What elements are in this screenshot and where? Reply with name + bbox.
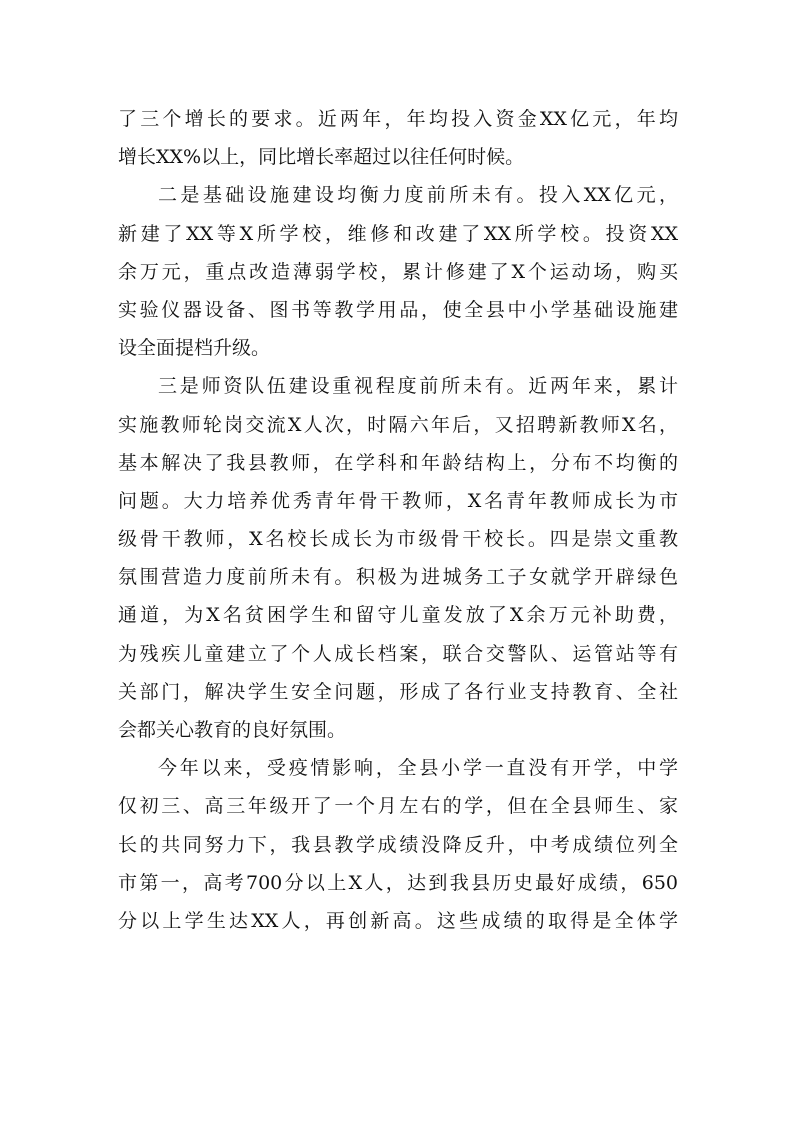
text-line: 通道，为X名贫困学生和留守儿童发放了X余万元补助费，	[118, 604, 678, 627]
text-line: 分以上学生达XX人，再创新高。这些成绩的取得是全体学	[118, 909, 678, 932]
document-body	[118, 100, 678, 940]
text-line: 实施教师轮岗交流X人次，时隔六年后，又招聘新教师X名，	[118, 413, 678, 436]
text-line: 仅初三、高三年级开了一个月左右的学，但在全县师生、家	[118, 795, 678, 818]
text-line: 了三个增长的要求。近两年，年均投入资金XX亿元，年均	[118, 108, 678, 130]
text-line: 级骨干教师，X名校长成长为市级骨干校长。四是崇文重教	[118, 528, 678, 551]
text-line: 基本解决了我县教师，在学科和年龄结构上，分布不均衡的	[118, 451, 678, 474]
text-line: 增长XX%以上，同比增长率超过以往任何时候。	[118, 146, 525, 169]
text-line: 三是师资队伍建设重视程度前所未有。近两年来，累计	[158, 375, 678, 398]
text-line: 问题。大力培养优秀青年骨干教师，X名青年教师成长为市	[118, 489, 678, 512]
text-line: 关部门，解决学生安全问题，形成了各行业支持教育、全社	[118, 680, 678, 703]
text-line: 新建了XX等X所学校，维修和改建了XX所学校。投资XX	[118, 222, 678, 245]
text-line: 实验仪器设备、图书等教学用品，使全县中小学基础设施建	[118, 298, 678, 321]
text-line: 市第一，高考700分以上X人，达到我县历史最好成绩，650	[118, 871, 678, 894]
text-line: 余万元，重点改造薄弱学校，累计修建了X个运动场，购买	[118, 260, 678, 283]
text-line: 会都关心教育的良好氛围。	[118, 719, 347, 741]
text-line: 氛围营造力度前所未有。积极为进城务工子女就学开辟绿色	[118, 566, 678, 589]
text-line: 二是基础设施建设均衡力度前所未有。投入XX亿元，	[158, 184, 678, 207]
text-line: 设全面提档升级。	[118, 337, 271, 360]
text-line: 长的共同努力下，我县教学成绩没降反升，中考成绩位列全	[118, 833, 678, 856]
text-line: 为残疾儿童建立了个人成长档案，联合交警队、运管站等有	[118, 642, 678, 665]
text-line: 今年以来，受疫情影响，全县小学一直没有开学，中学	[158, 757, 678, 780]
